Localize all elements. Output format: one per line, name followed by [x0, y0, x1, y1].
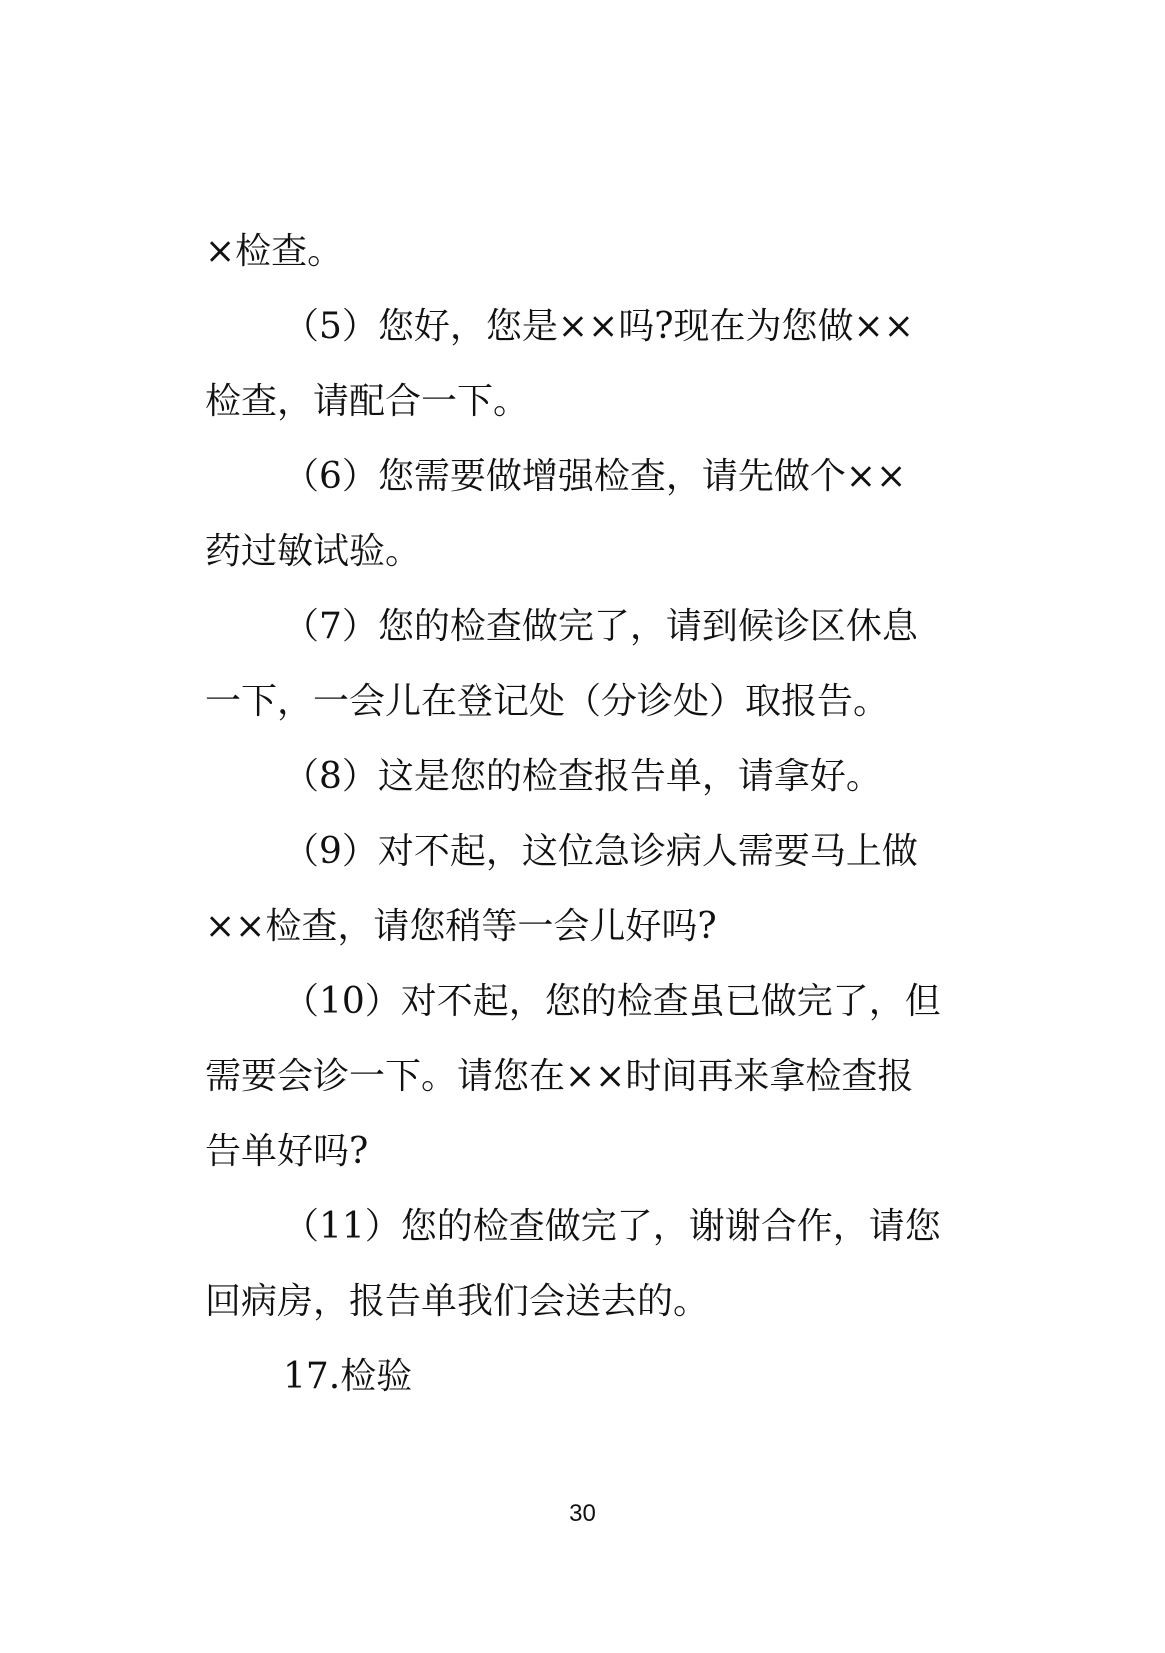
text-line: 需要会诊一下。请您在××时间再来拿检查报	[205, 1056, 914, 1097]
text-line: （11）您的检查做完了，谢谢合作，请您	[283, 1206, 941, 1247]
text-line: 一下，一会儿在登记处（分诊处）取报告。	[205, 681, 890, 722]
section-heading: 17.检验	[283, 1356, 413, 1397]
page-number: 30	[569, 1500, 596, 1527]
text-line: （8）这是您的检查报告单，请拿好。	[283, 756, 882, 797]
text-line: ××检查，请您稍等一会儿好吗?	[205, 906, 717, 947]
text-line: 回病房，报告单我们会送去的。	[205, 1281, 710, 1322]
text-line: 检查，请配合一下。	[205, 381, 530, 422]
text-line: 告单好吗?	[205, 1131, 369, 1172]
text-line: （6）您需要做增强检查，请先做个××	[283, 456, 907, 497]
text-line: 药过敏试验。	[205, 531, 422, 572]
text-line: （9）对不起，这位急诊病人需要马上做	[283, 831, 918, 872]
text-line: ×检查。	[205, 231, 344, 272]
text-line: （7）您的检查做完了，请到候诊区休息	[283, 606, 918, 647]
text-line: （5）您好，您是××吗?现在为您做××	[283, 306, 914, 347]
text-line: （10）对不起，您的检查虽已做完了，但	[283, 981, 941, 1022]
